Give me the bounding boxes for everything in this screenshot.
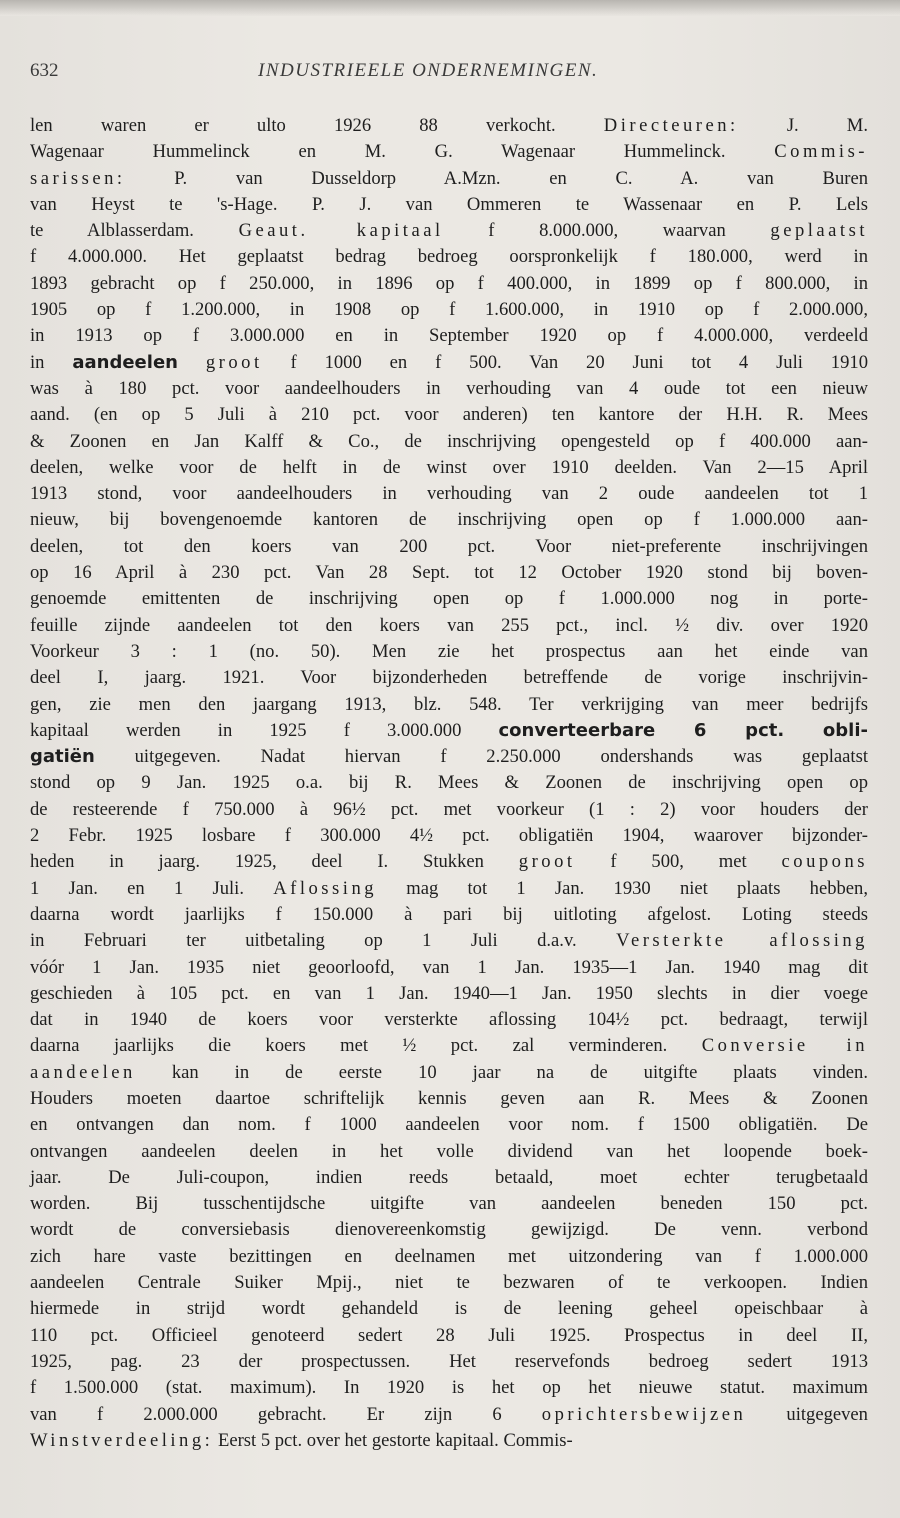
text-run: genoemde emittenten de inschrijving open op f 1.000.000 nog in porte- — [30, 588, 868, 610]
page-number: 632 — [30, 60, 59, 81]
bold-term: aandeelen — [72, 351, 178, 373]
text-line — [30, 1402, 868, 1428]
text-line — [30, 192, 868, 218]
text-line — [30, 1033, 868, 1059]
bold-term: converteerbare 6 pct. obli- — [498, 719, 868, 741]
text-line — [30, 586, 868, 612]
spaced-term: coupons — [781, 851, 868, 873]
spaced-term: Directeuren: — [603, 115, 739, 136]
text-line — [30, 507, 868, 533]
text-line — [30, 1270, 868, 1296]
text-run: in 1913 op f 3.000.000 en in September 1920 op f 4.000.000, verdeeld — [30, 325, 868, 347]
text-run: kan in de eerste 10 jaar na de uitgifte plaats vinden. — [135, 1061, 868, 1083]
text-run: wordt de conversiebasis dienovereenkomstig gewijzigd. De venn. verbond — [30, 1219, 868, 1241]
text-run: in Februari ter uitbetaling op 1 Juli d.a.v. — [30, 930, 617, 952]
text-line — [30, 665, 868, 691]
text-line — [30, 455, 868, 481]
text-run: dat in 1940 de koers voor versterkte aflossing 104½ pct. bedraagt, terwijl — [30, 1009, 868, 1031]
spaced-term: aandeelen — [30, 1061, 136, 1083]
text-run: f 4.000.000. Het geplaatst bedrag bedroeg oorspronkelijk f 180.000, werd in — [30, 246, 868, 268]
page-header — [30, 60, 870, 86]
text-run: P. van Dusseldorp A.Mzn. en C. A. van Buren — [125, 167, 868, 189]
text-line — [30, 481, 868, 507]
text-run: Eerst 5 pct. over het gestorte kapitaal. Commis- — [213, 1429, 573, 1451]
text-line — [30, 692, 868, 718]
text-line — [30, 1244, 868, 1270]
text-run: deel I, jaarg. 1921. Voor bijzonderheden betreffende de vorige inschrijvin- — [30, 667, 868, 689]
text-line — [30, 1375, 868, 1401]
text-line — [30, 744, 868, 770]
text-line — [30, 429, 868, 455]
text-line — [30, 876, 868, 902]
text-run: 1 Jan. en 1 Juli. — [30, 877, 274, 899]
text-run: hiermede in strijd wordt gehandeld is de leening geheel opeischbaar à — [30, 1298, 868, 1320]
text-run: stond op 9 Jan. 1925 o.a. bij R. Mees & Zoonen de inschrijving open op — [30, 772, 868, 794]
bold-term: gatiën — [30, 746, 95, 768]
spaced-term: sarissen: — [30, 167, 126, 189]
spaced-term: Commis- — [774, 141, 868, 163]
text-line — [30, 1086, 868, 1112]
text-line — [30, 297, 868, 323]
text-run: heden in jaarg. 1925, deel I. Stukken — [30, 851, 519, 873]
text-run: Houders moeten daartoe schriftelijk kennis geven aan R. Mees & Zoonen — [30, 1087, 868, 1109]
text-run: uitgegeven — [746, 1403, 868, 1425]
text-run: van Heyst te 's-Hage. P. J. van Ommeren te Wassenaar en P. Lels — [30, 193, 868, 215]
text-run: aandeelen Centrale Suiker Mpij., niet te bezwaren of te verkoopen. Indien — [30, 1272, 868, 1294]
text-run: Wagenaar Hummelinck en M. G. Wagenaar Hummelinck. — [30, 141, 775, 163]
text-line — [30, 955, 868, 981]
text-run: J. M. — [738, 115, 868, 136]
text-run: f 8.000.000, waarvan — [443, 220, 771, 242]
spaced-term: Conversie in — [701, 1035, 868, 1057]
text-line — [30, 718, 868, 744]
text-run: daarna jaarlijks die koers met ½ pct. zal verminderen. — [30, 1035, 702, 1057]
spaced-term: Versterkte aflossing — [616, 930, 868, 952]
text-run: deelen, tot den koers van 200 pct. Voor niet-preferente inschrijvingen — [30, 535, 868, 557]
text-run: Voorkeur 3 : 1 (no. 50). Men zie het prospectus aan het einde van — [30, 640, 868, 662]
text-run: f 1000 en f 500. Van 20 Juni tot 4 Juli 1910 — [262, 351, 868, 373]
text-run: ontvangen aandeelen deelen in het volle dividend van het loopende boek- — [30, 1140, 868, 1162]
text-run: nieuw, bij bovengenoemde kantoren de inschrijving open op f 1.000.000 aan- — [30, 509, 868, 531]
text-line — [30, 797, 868, 823]
spaced-term: Geaut. kapitaal — [238, 220, 444, 242]
text-line — [30, 166, 868, 192]
text-line — [30, 1165, 868, 1191]
text-run — [178, 352, 206, 373]
text-line — [30, 770, 868, 796]
text-run: len waren er ulto 1926 88 verkocht. — [30, 115, 604, 136]
text-run: was à 180 pct. voor aandeelhouders in verhouding van 4 oude tot een nieuw — [30, 377, 868, 399]
text-run: en ontvangen dan nom. f 1000 aandeelen voor nom. f 1500 obligatiën. De — [30, 1114, 868, 1136]
text-run: zich hare vaste bezittingen en deelnamen met uitzondering van f 1.000.000 — [30, 1245, 868, 1267]
text-line — [30, 113, 868, 139]
text-run: 1913 stond, voor aandeelhouders in verhouding van 2 oude aandeelen tot 1 — [30, 483, 868, 505]
text-run: aand. (en op 5 Juli à 210 pct. voor anderen) ten kantore der H.H. R. Mees — [30, 404, 868, 426]
text-run: vóór 1 Jan. 1935 niet geoorloofd, van 1 Jan. 1935—1 Jan. 1940 mag dit — [30, 956, 868, 978]
spaced-term: groot — [518, 851, 576, 873]
text-run: de resteerende f 750.000 à 96½ pct. met voorkeur (1 : 2) voor houders der — [30, 798, 868, 820]
text-line — [30, 849, 868, 875]
text-line — [30, 560, 868, 586]
text-line — [30, 613, 868, 639]
spaced-term: geplaatst — [770, 220, 868, 242]
text-line — [30, 402, 868, 428]
text-run: uitgegeven. Nadat hiervan f 2.250.000 ondershands was geplaatst — [94, 746, 868, 768]
body-text — [30, 113, 868, 1454]
text-run: mag tot 1 Jan. 1930 niet plaats hebben, — [377, 877, 868, 899]
text-line — [30, 1112, 868, 1138]
text-run: & Zoonen en Jan Kalff & Co., de inschrijving opengesteld op f 400.000 aan- — [30, 430, 868, 452]
text-line — [30, 350, 868, 376]
text-line — [30, 244, 868, 270]
text-run: deelen, welke voor de helft in de winst over 1910 deelden. Van 2—15 April — [30, 456, 868, 478]
running-title: INDUSTRIEELE ONDERNEMINGEN. — [258, 60, 599, 81]
text-run: kapitaal werden in 1925 f 3.000.000 — [30, 719, 499, 741]
text-line — [30, 1139, 868, 1165]
text-line — [30, 534, 868, 560]
spaced-term: groot — [205, 351, 263, 373]
text-line — [30, 1296, 868, 1322]
text-run: f 500, met — [575, 851, 782, 873]
text-run: f 1.500.000 (stat. maximum). In 1920 is het op het nieuwe statut. maximum — [30, 1377, 868, 1399]
text-run: in — [30, 351, 73, 373]
spaced-term: oprichtersbewijzen — [541, 1403, 747, 1425]
text-line — [30, 139, 868, 165]
text-line — [30, 1060, 868, 1086]
text-line — [30, 1191, 868, 1217]
text-run: 110 pct. Officieel genoteerd sedert 28 Juli 1925. Prospectus in deel II, — [30, 1324, 868, 1346]
text-run: worden. Bij tusschentijdsche uitgifte van aandeelen beneden 150 pct. — [30, 1193, 868, 1215]
text-run: daarna wordt jaarlijks f 150.000 à pari bij uitloting afgelost. Loting steeds — [30, 903, 868, 925]
text-line — [30, 323, 868, 349]
text-line — [30, 218, 868, 244]
text-run: 1893 gebracht op f 250.000, in 1896 op f 400.000, in 1899 op f 800.000, in — [30, 272, 868, 294]
text-line — [30, 1007, 868, 1033]
scan-edge — [0, 0, 900, 16]
text-line — [30, 639, 868, 665]
text-line — [30, 1428, 868, 1454]
text-line — [30, 823, 868, 849]
text-run: te Alblasserdam. — [30, 220, 239, 242]
text-run: van f 2.000.000 gebracht. Er zijn 6 — [30, 1403, 542, 1425]
text-line — [30, 1217, 868, 1243]
text-run: gen, zie men den jaargang 1913, blz. 548. Ter verkrijging van meer bedrijfs — [30, 693, 868, 715]
text-line — [30, 1349, 868, 1375]
text-run: feuille zijnde aandeelen tot den koers van 255 pct., incl. ½ div. over 1920 — [30, 614, 868, 636]
text-line — [30, 902, 868, 928]
text-line — [30, 928, 868, 954]
text-line — [30, 981, 868, 1007]
text-line — [30, 1323, 868, 1349]
text-run: 1905 op f 1.200.000, in 1908 op f 1.600.000, in 1910 op f 2.000.000, — [30, 299, 868, 321]
text-line — [30, 271, 868, 297]
text-run: 2 Febr. 1925 losbare f 300.000 4½ pct. obligatiën 1904, waarover bijzonder- — [30, 825, 868, 847]
text-run: op 16 April à 230 pct. Van 28 Sept. tot 12 October 1920 stond bij boven- — [30, 562, 868, 584]
text-run: geschieden à 105 pct. en van 1 Jan. 1940—1 Jan. 1950 slechts in dier voege — [30, 982, 868, 1004]
text-run: jaar. De Juli-coupon, indien reeds betaald, moet echter terugbetaald — [30, 1166, 868, 1188]
text-run: 1925, pag. 23 der prospectussen. Het reservefonds bedroeg sedert 1913 — [30, 1350, 868, 1372]
spaced-term: Winstverdeeling: — [30, 1429, 214, 1451]
text-line — [30, 376, 868, 402]
spaced-term: Aflossing — [273, 877, 378, 899]
